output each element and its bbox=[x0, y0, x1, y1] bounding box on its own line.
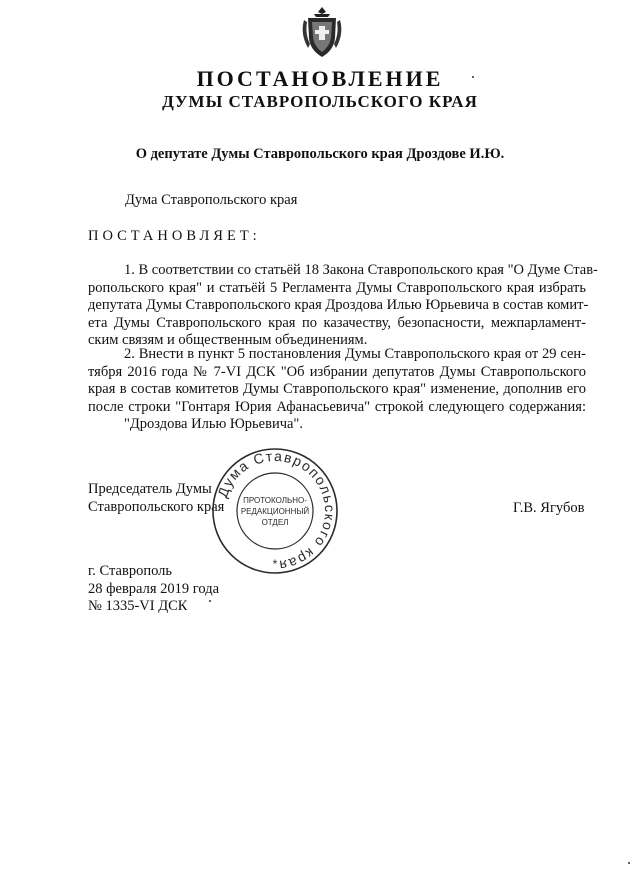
document-number: № 1335-VI ДСК bbox=[88, 598, 188, 614]
paragraph-2-line: 2. Внести в пункт 5 постановления Думы Ставропольского края от 29 сен- bbox=[124, 346, 586, 362]
document-subtitle: ДУМЫ СТАВРОПОЛЬСКОГО КРАЯ bbox=[162, 92, 478, 111]
document-date: 28 февраля 2019 года bbox=[88, 580, 220, 597]
coat-of-arms-icon bbox=[298, 4, 346, 60]
stamp-center-line: РЕДАКЦИОННЫЙ bbox=[240, 507, 310, 516]
signatory-title bbox=[88, 480, 224, 516]
paragraph-1-line: ропольского края" и статьёй 5 Регламента Думы Ставропольского края избрать bbox=[88, 279, 586, 296]
paragraph-2-line: тября 2016 года № 7-VI ДСК "Об избрании депутатов Думы Ставропольского bbox=[88, 363, 586, 380]
document-footer bbox=[88, 563, 219, 616]
paragraph-1-line: ским связям и общественным объединениям. bbox=[88, 332, 368, 349]
stamp-center-line: ПРОТОКОЛЬНО- bbox=[243, 496, 307, 505]
paragraph-1 bbox=[88, 262, 598, 350]
resolves-line: ПОСТАНОВЛЯЕТ: bbox=[88, 228, 261, 244]
paragraph-2-line: после строки "Гонтаря Юрия Афанасьевича" строкой следующего содержания: bbox=[88, 398, 586, 415]
document-city: г. Ставрополь bbox=[88, 563, 173, 579]
issuer-line: Дума Ставропольского края bbox=[125, 192, 298, 208]
document-subject: О депутате Думы Ставропольского края Дроздове И.Ю. bbox=[135, 146, 505, 162]
scan-speck bbox=[209, 600, 211, 602]
official-stamp bbox=[210, 446, 340, 576]
paragraph-2-line: края в состав комитетов Думы Ставропольского края" изменение, дополнив его bbox=[88, 381, 586, 398]
signatory-title-line: Ставропольского края bbox=[88, 499, 225, 515]
signatory-title-line: Председатель Думы bbox=[88, 481, 212, 497]
paragraph-1-line: ета Думы Ставропольского края по казачеству, безопасности, межпарламент- bbox=[88, 314, 586, 331]
stamp-ring-text: Дума Ставропольского края bbox=[214, 447, 339, 575]
scan-speck bbox=[628, 862, 630, 864]
paragraph-1-line: депутата Думы Ставропольского края Дроздова Илью Юрьевича в состав комит- bbox=[88, 297, 589, 314]
stamp-star: * bbox=[272, 557, 278, 571]
document-title: ПОСТАНОВЛЕНИЕ bbox=[196, 66, 444, 91]
paragraph-1-line: 1. В соответствии со статьёй 18 Закона Ставропольского края "О Думе Став- bbox=[124, 262, 598, 278]
stamp-center-line: ОТДЕЛ bbox=[261, 518, 289, 527]
paragraph-2-line: "Дроздова Илью Юрьевича". bbox=[124, 416, 303, 433]
scan-speck bbox=[472, 76, 474, 78]
paragraph-2 bbox=[88, 346, 586, 434]
signatory-name: Г.В. Ягубов bbox=[513, 500, 585, 516]
